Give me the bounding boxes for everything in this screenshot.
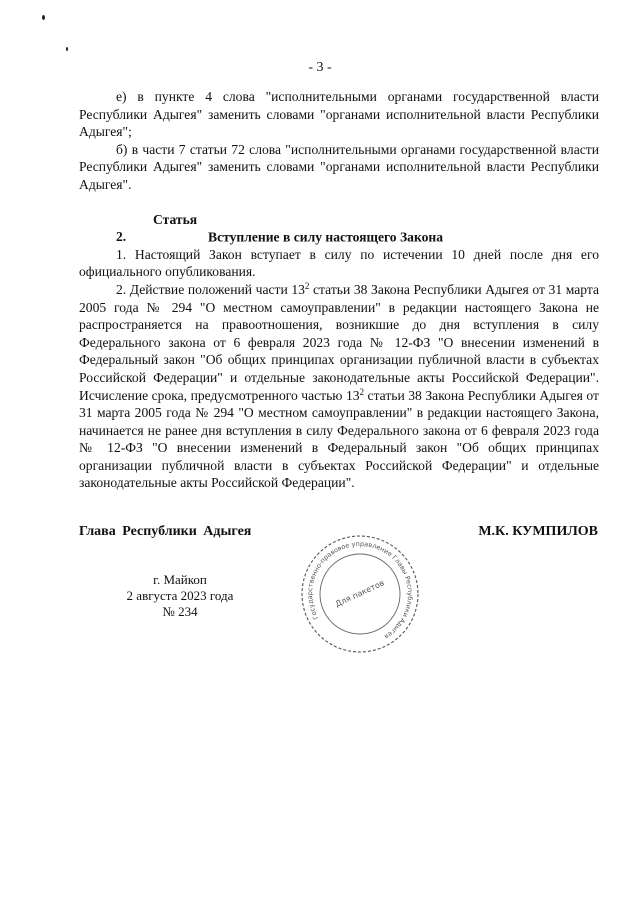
place-date-block	[110, 572, 250, 620]
page-number: - 3 -	[308, 60, 332, 75]
seal-stamp	[298, 532, 422, 656]
document-body	[79, 88, 599, 492]
date: 2 августа 2023 года	[126, 588, 234, 603]
paragraph-item-b: б) в части 7 статьи 72 слова "исполнительными органами государственной власти Республики Адыгея" заменить словами "органами исполнительной власти Республики Адыгея".	[79, 141, 599, 192]
scan-speck	[42, 15, 45, 20]
signer-name: М.К. КУМПИЛОВ	[478, 524, 598, 539]
law-number: № 234	[162, 604, 198, 619]
city: г. Майкоп	[153, 572, 207, 587]
scan-speck	[66, 47, 68, 51]
article-heading	[79, 211, 599, 246]
svg-text:Государственно-правовое управл: Государственно-правовое управление Главы Республики Адыгея	[305, 539, 415, 641]
article-title: Вступление в силу настоящего Закона	[208, 229, 444, 245]
article-number: Статья 2.	[116, 211, 198, 245]
paragraph-item-e: е) в пункте 4 слова "исполнительными органами государственной власти Республики Адыгея" заменить словами "органами исполнительной власти Республики Адыгея";	[79, 89, 599, 140]
article-part-1: 1. Настоящий Закон вступает в силу по истечении 10 дней после дня его официального опубликования.	[79, 246, 599, 280]
signer-title: Глава Республики Адыгея	[79, 524, 252, 539]
svg-text:Для пакетов: Для пакетов	[333, 578, 386, 609]
article-part-2: 2. Действие положений части $13^2$ статьи 38 Закона Республики Адыгея от 31 марта 2005 года № 294 "О местном самоуправлении" в редакции настоящего Закона не распространяется на правоотношения, возникшие до дня вступления в силу Федерального закона от 6 февраля 2023 года № 12-ФЗ "О внесении изменений в Федеральный закон "Об общих принципах организации публичной власти в субъектах Российской Федерации" и отдельные законодательные акты Российской Федерации". Исчисление срока, предусмотренного частью $13^2$ статьи 38 Закона Республики Адыгея от 31 марта 2005 года № 294 "О местном самоуправлении" в редакции настоящего Закона, начинается не ранее дня вступления в силу Федерального закона от 6 февраля 2023 года № 12-ФЗ "О внесении изменений в Федеральный закон "Об общих принципах организации публичной власти в субъектах Российской Федерации" и отдельные законодательные акты Российской Федерации".	[79, 280, 600, 491]
